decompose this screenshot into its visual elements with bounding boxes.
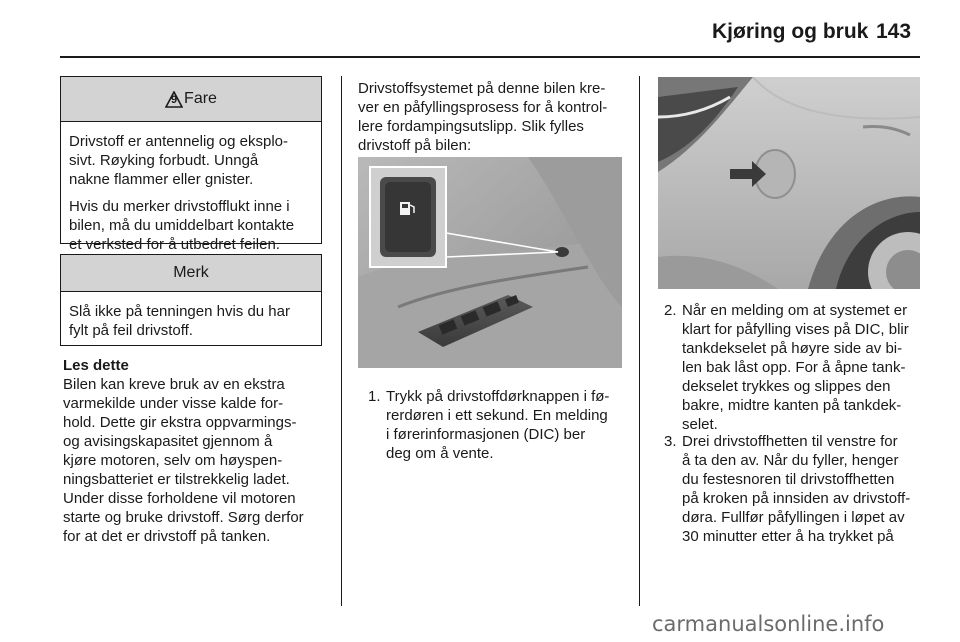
page-number: 143: [876, 20, 912, 43]
step-text: Trykk på drivstoffdørknappen i fø- rerdøren i ett sekund. En melding i førerinformasjonen (DIC) ber deg om å vente.: [386, 388, 610, 462]
step-number: 3.: [664, 433, 677, 450]
column-divider-right: [639, 76, 640, 606]
note-box: [60, 254, 322, 346]
danger-box-body: [61, 122, 321, 262]
note-box-title: Merk: [61, 255, 321, 292]
note-paragraph: Slå ikke på tenningen hvis du har fylt på feil drivstoff.: [69, 303, 290, 339]
warning-triangle-icon: [165, 91, 183, 108]
read-this-section: [63, 356, 335, 546]
intro-paragraph: Drivstoffsystemet på denne bilen kre- ver en påfyllingsprosess for å kontrol- lere fordampingsutslipp. Slik fylles drivstoff på bilen:: [358, 80, 608, 154]
fuel-door-button-photo: [358, 157, 622, 368]
danger-box-title: Fare: [184, 90, 217, 107]
step-number: 1.: [368, 388, 381, 405]
danger-paragraph: Drivstoff er antennelig og eksplo- sivt. Røyking forbudt. Unngå nakne flammer eller gnister.: [69, 133, 289, 188]
danger-box: [60, 76, 322, 253]
warning-symbol: 9: [170, 93, 178, 106]
watermark: carmanualsonline.info: [652, 612, 885, 636]
header-rule: [60, 56, 920, 58]
danger-paragraph: Hvis du merker drivstofflukt inne i bilen, må du umiddelbart kontakte et verksted for å utbedret feilen.: [69, 198, 295, 253]
read-this-heading: Les dette: [63, 357, 129, 374]
column-divider-left: [341, 76, 342, 606]
note-box-body: [61, 292, 321, 348]
page-header-title: Kjøring og bruk: [712, 20, 869, 43]
fuel-filler-door-photo: [658, 77, 920, 289]
read-this-body: Bilen kan kreve bruk av en ekstra varmekilde under visse kalde for- hold. Dette gir ekstra oppvarmings- og avisingskapasitet gjennom å kjøre motoren, selv om høyspen- ningsbatteriet er tilstrekkelig ladet. Under disse forholdene vil motoren starte og bruke drivstoff. Sørg derfor for at det er drivstoff på tanken.: [63, 376, 304, 545]
danger-box-header: [61, 77, 321, 122]
step-text: Når en melding om at systemet er klart for påfylling vises på DIC, blir tankdekselet på høyre side av bi- len bak låst opp. For å åpne tank- dekselet trykkes og slippes den bakre, midtre kanten på tankdek- selet.: [682, 302, 909, 433]
step-text: Drei drivstoffhetten til venstre for å ta den av. Når du fyller, henger du festesnoren til drivstoffhetten på kroken på innsiden av drivstoff- døra. Fullfør påfyllingen i løpet av 30 minutter etter å ha trykket på: [682, 433, 911, 545]
step-number: 2.: [664, 302, 677, 319]
